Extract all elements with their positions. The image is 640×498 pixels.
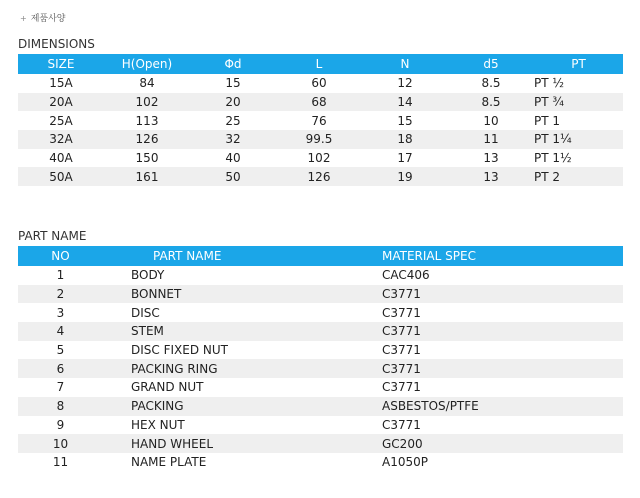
table-cell: GC200 bbox=[368, 434, 623, 453]
table-cell: 13 bbox=[448, 167, 534, 186]
parts-column-header: MATERIAL SPEC bbox=[368, 246, 623, 266]
table-cell: BONNET bbox=[103, 285, 368, 304]
table-cell: A1050P bbox=[382, 455, 428, 470]
table-cell: DISC bbox=[131, 305, 160, 320]
table-cell: 11 bbox=[448, 130, 534, 149]
table-cell: 126 bbox=[104, 130, 190, 149]
table-cell: 9 bbox=[56, 417, 65, 432]
dimensions-column-header: SIZE bbox=[18, 54, 104, 74]
table-cell: 60 bbox=[311, 76, 327, 91]
table-cell: NAME PLATE bbox=[131, 455, 207, 470]
table-cell: 5 bbox=[56, 343, 65, 358]
table-cell: 102 bbox=[104, 93, 190, 112]
table-cell: C3771 bbox=[368, 285, 623, 304]
table-cell: PT 1¼ bbox=[534, 130, 623, 149]
table-cell: C3771 bbox=[368, 322, 623, 341]
table-cell: C3771 bbox=[382, 343, 421, 358]
table-row bbox=[18, 303, 623, 322]
table-cell: PT ¾ bbox=[534, 93, 623, 112]
dimensions-column-header: H(Open) bbox=[104, 54, 190, 74]
table-cell: PACKING bbox=[103, 397, 368, 416]
table-cell: 1 bbox=[56, 268, 65, 283]
table-cell: 32 bbox=[190, 130, 276, 149]
table-cell: 40A bbox=[49, 151, 73, 166]
dimensions-column-header: d5 bbox=[448, 54, 534, 74]
table-cell: 6 bbox=[18, 359, 103, 378]
table-cell: 40 bbox=[225, 151, 241, 166]
section-header bbox=[20, 12, 65, 26]
table-cell: PT 2 bbox=[534, 167, 623, 186]
table-row bbox=[18, 74, 623, 93]
table-cell: 3 bbox=[56, 305, 65, 320]
table-cell: DISC FIXED NUT bbox=[131, 343, 228, 358]
table-cell: STEM bbox=[103, 322, 368, 341]
table-cell: 150 bbox=[135, 151, 159, 166]
table-row bbox=[18, 93, 623, 112]
table-cell: HEX NUT bbox=[131, 417, 185, 432]
table-row bbox=[18, 359, 623, 378]
table-row bbox=[18, 434, 623, 453]
table-row bbox=[18, 322, 623, 341]
table-cell: 20A bbox=[18, 93, 104, 112]
table-cell: 10 bbox=[483, 113, 499, 128]
table-cell: 25 bbox=[225, 113, 241, 128]
dimensions-column-header: Φd bbox=[190, 54, 276, 74]
dimensions-column-header: N bbox=[362, 54, 448, 74]
table-cell: PACKING RING bbox=[103, 359, 368, 378]
table-cell: 76 bbox=[311, 113, 327, 128]
table-cell: 50A bbox=[18, 167, 104, 186]
section-header-label: 제품사양 bbox=[30, 14, 66, 24]
dimensions-table bbox=[18, 54, 623, 186]
table-row bbox=[18, 453, 623, 472]
table-cell: 4 bbox=[18, 322, 103, 341]
dimensions-title: DIMENSIONS bbox=[18, 37, 95, 51]
table-cell: 8.5 bbox=[481, 76, 501, 91]
table-cell: 10 bbox=[18, 434, 103, 453]
table-cell: 15A bbox=[49, 76, 73, 91]
dimensions-column-header: L bbox=[276, 54, 362, 74]
table-cell: C3771 bbox=[382, 305, 421, 320]
table-row bbox=[18, 341, 623, 360]
table-cell: C3771 bbox=[382, 417, 421, 432]
table-cell: GRAND NUT bbox=[131, 380, 204, 395]
part-name-title: PART NAME bbox=[18, 229, 87, 243]
table-cell: PT 1½ bbox=[534, 151, 572, 166]
plus-icon: + bbox=[20, 14, 27, 23]
table-cell: 12 bbox=[397, 76, 413, 91]
table-cell: 102 bbox=[307, 151, 331, 166]
table-cell: 20 bbox=[190, 93, 276, 112]
table-row bbox=[18, 149, 623, 168]
table-cell: HAND WHEEL bbox=[103, 434, 368, 453]
table-cell: 11 bbox=[52, 455, 69, 470]
table-cell: BODY bbox=[131, 268, 165, 283]
dimensions-column-header: PT bbox=[534, 54, 623, 74]
table-row bbox=[18, 266, 623, 285]
table-row bbox=[18, 285, 623, 304]
table-cell: 14 bbox=[362, 93, 448, 112]
table-row bbox=[18, 130, 623, 149]
table-cell: 126 bbox=[276, 167, 362, 186]
parts-column-header: NO bbox=[18, 246, 103, 266]
table-cell: 32A bbox=[18, 130, 104, 149]
table-cell: 2 bbox=[18, 285, 103, 304]
table-cell: 161 bbox=[104, 167, 190, 186]
table-cell: 84 bbox=[139, 76, 155, 91]
table-cell: PT ½ bbox=[534, 76, 565, 91]
table-cell: 8.5 bbox=[448, 93, 534, 112]
table-cell: 8 bbox=[18, 397, 103, 416]
table-cell: 25A bbox=[49, 113, 73, 128]
table-row bbox=[18, 167, 623, 186]
table-cell: 7 bbox=[56, 380, 65, 395]
table-cell: CAC406 bbox=[382, 268, 430, 283]
table-cell: 50 bbox=[190, 167, 276, 186]
table-cell: 13 bbox=[483, 151, 499, 166]
table-cell: PT 1 bbox=[534, 113, 561, 128]
table-cell: 68 bbox=[276, 93, 362, 112]
table-cell: ASBESTOS/PTFE bbox=[368, 397, 623, 416]
parts-table bbox=[18, 246, 623, 472]
table-cell: 99.5 bbox=[276, 130, 362, 149]
table-cell: 15 bbox=[397, 113, 413, 128]
table-row bbox=[18, 111, 623, 130]
table-row bbox=[18, 416, 623, 435]
table-cell: 113 bbox=[135, 113, 159, 128]
table-cell: 17 bbox=[397, 151, 413, 166]
table-cell: C3771 bbox=[382, 380, 421, 395]
parts-column-header: PART NAME bbox=[103, 246, 368, 266]
table-row bbox=[18, 378, 623, 397]
table-cell: 19 bbox=[362, 167, 448, 186]
table-row bbox=[18, 397, 623, 416]
table-cell: 18 bbox=[362, 130, 448, 149]
table-cell: 15 bbox=[225, 76, 241, 91]
table-cell: C3771 bbox=[368, 359, 623, 378]
